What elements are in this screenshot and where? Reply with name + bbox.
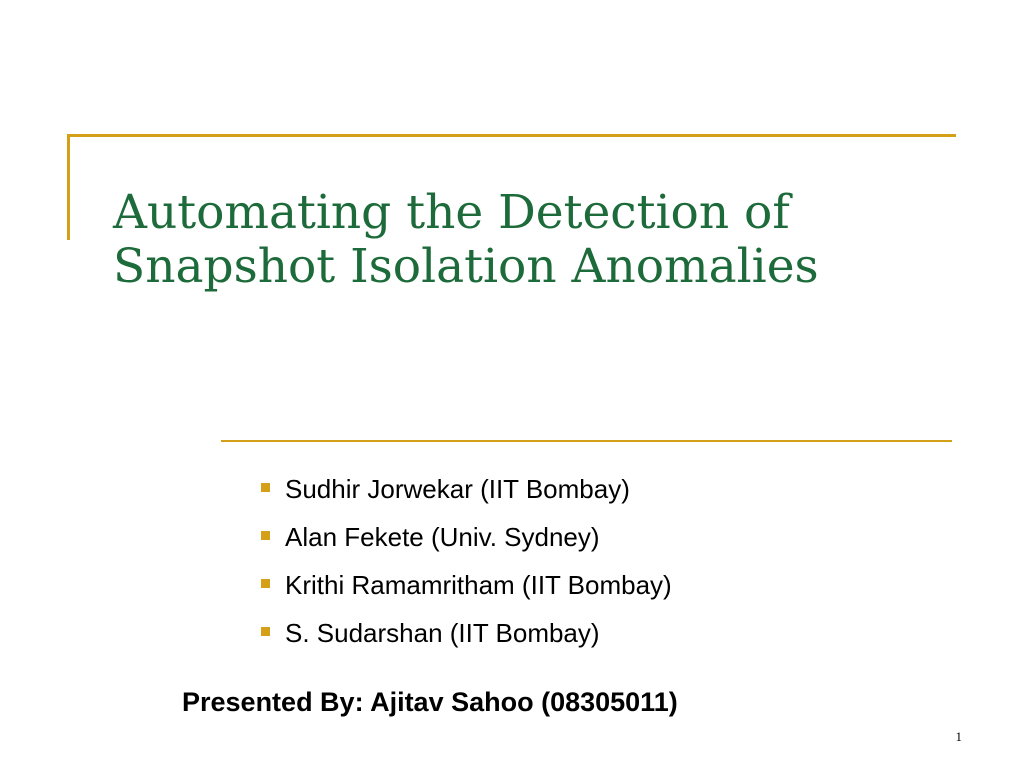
title-line-2: Snapshot Isolation Anomalies: [113, 239, 819, 294]
slide-title: [113, 186, 973, 294]
author-item: [258, 467, 672, 515]
author-name: Krithi Ramamritham (IIT Bombay): [285, 570, 672, 600]
author-item: [258, 563, 672, 611]
author-name: Sudhir Jorwekar (IIT Bombay): [285, 474, 630, 504]
title-line-1: Automating the Detection of: [113, 185, 790, 240]
author-name: Alan Fekete (Univ. Sydney): [285, 522, 600, 552]
page-number: 1: [955, 729, 962, 744]
author-list: [258, 467, 672, 659]
author-name: S. Sudarshan (IIT Bombay): [285, 618, 600, 648]
author-item: [258, 611, 672, 659]
presenter-line: Presented By: Ajitav Sahoo (08305011): [182, 687, 678, 717]
square-bullet-icon: [261, 627, 270, 636]
square-bullet-icon: [261, 483, 270, 492]
square-bullet-icon: [261, 531, 270, 540]
subtitle-divider-rule: [221, 440, 952, 442]
title-frame-top-rule: [67, 134, 956, 137]
title-frame-left-rule: [67, 134, 70, 240]
author-item: [258, 515, 672, 563]
square-bullet-icon: [261, 579, 270, 588]
